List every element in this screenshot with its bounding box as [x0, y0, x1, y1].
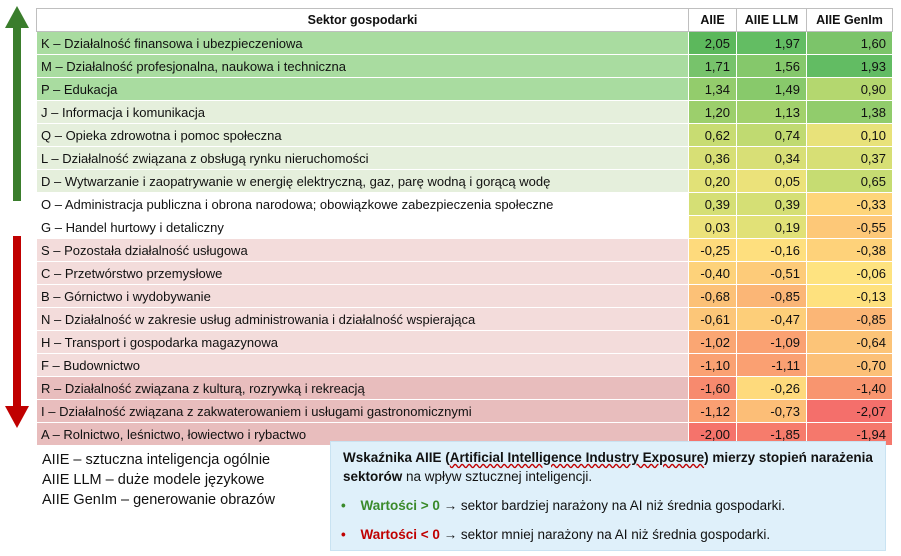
table-row	[37, 262, 893, 285]
aiie-genim-value-cell: -0,70	[807, 354, 893, 377]
table-row	[37, 124, 893, 147]
aiie-value-cell: -0,40	[689, 262, 737, 285]
table-row	[37, 377, 893, 400]
aiie-value-cell: 2,05	[689, 32, 737, 55]
aiie-value-cell: 1,34	[689, 78, 737, 101]
table-row	[37, 101, 893, 124]
aiie-llm-value-cell: -0,16	[737, 239, 807, 262]
aiie-llm-value-cell: 1,97	[737, 32, 807, 55]
aiie-llm-value-cell: 1,49	[737, 78, 807, 101]
sector-name-cell: L – Działalność związana z obsługą rynku nieruchomości	[37, 147, 689, 170]
aiie-value-cell: -1,10	[689, 354, 737, 377]
positive-text: → sektor bardziej narażony na AI niż średnia gospodarki.	[439, 498, 786, 513]
sector-name-cell: S – Pozostała działalność usługowa	[37, 239, 689, 262]
aiie-value-cell: 1,71	[689, 55, 737, 78]
aiie-value-cell: -0,25	[689, 239, 737, 262]
table-row	[37, 32, 893, 55]
positive-key: Wartości > 0	[360, 498, 440, 513]
table-row	[37, 55, 893, 78]
aiie-llm-value-cell: -0,85	[737, 285, 807, 308]
aiie-llm-value-cell: 1,13	[737, 101, 807, 124]
aiie-llm-value-cell: 0,19	[737, 216, 807, 239]
sector-name-cell: P – Edukacja	[37, 78, 689, 101]
aiie-llm-value-cell: -1,09	[737, 331, 807, 354]
aiie-genim-value-cell: -0,06	[807, 262, 893, 285]
legend-aiie: AIIE – sztuczna inteligencja ogólnie	[42, 452, 271, 468]
info-bullet-positive	[343, 496, 873, 515]
aiie-llm-value-cell: 0,39	[737, 193, 807, 216]
aiie-genim-value-cell: -0,33	[807, 193, 893, 216]
aiie-genim-value-cell: -0,64	[807, 331, 893, 354]
sector-name-cell: N – Działalność w zakresie usług administrowania i działalność wspierająca	[37, 308, 689, 331]
sector-name-cell: B – Górnictwo i wydobywanie	[37, 285, 689, 308]
info-acronym-expansion: Artificial Intelligence Industry Exposure	[449, 450, 705, 465]
table-row	[37, 193, 893, 216]
negative-key: Wartości < 0	[360, 527, 440, 542]
table-row	[37, 285, 893, 308]
sector-name-cell: K – Działalność finansowa i ubezpieczeniowa	[37, 32, 689, 55]
info-lead: Wskaźnika AIIE (	[343, 450, 450, 465]
sector-name-cell: I – Działalność związana z zakwaterowaniem i usługami gastronomicznymi	[37, 400, 689, 423]
aiie-value-cell: -1,60	[689, 377, 737, 400]
sector-exposure-table	[36, 8, 893, 446]
aiie-genim-value-cell: 1,38	[807, 101, 893, 124]
table-row	[37, 147, 893, 170]
bullet-dot-icon: •	[341, 498, 346, 513]
table-row	[37, 239, 893, 262]
header-sector: Sektor gospodarki	[37, 9, 689, 32]
aiie-info-box	[330, 441, 886, 551]
aiie-llm-value-cell: -0,47	[737, 308, 807, 331]
sector-name-cell: D – Wytwarzanie i zaopatrywanie w energię elektryczną, gaz, parę wodną i gorącą wodę	[37, 170, 689, 193]
aiie-llm-value-cell: 0,74	[737, 124, 807, 147]
aiie-genim-value-cell: 0,90	[807, 78, 893, 101]
header-aiie-genim: AIIE GenIm	[807, 9, 893, 32]
bullet-dot-icon: •	[341, 527, 346, 542]
sector-name-cell: G – Handel hurtowy i detaliczny	[37, 216, 689, 239]
aiie-value-cell: -0,68	[689, 285, 737, 308]
table-row	[37, 331, 893, 354]
sector-name-cell: F – Budownictwo	[37, 354, 689, 377]
table-row	[37, 308, 893, 331]
aiie-value-cell: 0,20	[689, 170, 737, 193]
aiie-value-cell: -0,61	[689, 308, 737, 331]
aiie-genim-value-cell: -0,38	[807, 239, 893, 262]
info-tail: na wpływ sztucznej inteligencji.	[402, 469, 593, 484]
aiie-genim-value-cell: -2,07	[807, 400, 893, 423]
header-aiie-llm: AIIE LLM	[737, 9, 807, 32]
legend-aiie-genim: AIIE GenIm – generowanie obrazów	[42, 492, 275, 508]
sector-name-cell: O – Administracja publiczna i obrona narodowa; obowiązkowe zabezpieczenia społeczne	[37, 193, 689, 216]
aiie-llm-value-cell: -0,51	[737, 262, 807, 285]
aiie-genim-value-cell: -0,13	[807, 285, 893, 308]
table-header-row	[37, 9, 893, 32]
info-bullet-negative	[343, 525, 873, 544]
aiie-llm-value-cell: -0,73	[737, 400, 807, 423]
aiie-llm-value-cell: -1,11	[737, 354, 807, 377]
aiie-genim-value-cell: -1,94	[807, 423, 893, 446]
legend-aiie-llm: AIIE LLM – duże modele językowe	[42, 472, 265, 488]
up-arrow-icon	[5, 6, 29, 201]
abbreviation-legend	[42, 450, 275, 510]
aiie-llm-value-cell: -0,26	[737, 377, 807, 400]
aiie-genim-value-cell: -0,55	[807, 216, 893, 239]
aiie-genim-value-cell: -1,40	[807, 377, 893, 400]
aiie-value-cell: 0,62	[689, 124, 737, 147]
aiie-genim-value-cell: 1,60	[807, 32, 893, 55]
sector-name-cell: C – Przetwórstwo przemysłowe	[37, 262, 689, 285]
sector-name-cell: R – Działalność związana z kulturą, rozrywką i rekreacją	[37, 377, 689, 400]
sector-name-cell: H – Transport i gospodarka magazynowa	[37, 331, 689, 354]
aiie-llm-value-cell: 0,05	[737, 170, 807, 193]
info-description	[343, 448, 873, 486]
aiie-value-cell: 0,39	[689, 193, 737, 216]
aiie-value-cell: -1,12	[689, 400, 737, 423]
aiie-value-cell: 0,03	[689, 216, 737, 239]
aiie-llm-value-cell: -1,85	[737, 423, 807, 446]
aiie-genim-value-cell: 1,93	[807, 55, 893, 78]
aiie-value-cell: -1,02	[689, 331, 737, 354]
table-row	[37, 354, 893, 377]
info-emphasis: stopień narażenia sektorów	[343, 450, 873, 484]
negative-text: → sektor mniej narażony na AI niż średnia gospodarki.	[439, 527, 771, 542]
trend-arrows	[0, 0, 36, 440]
sector-name-cell: A – Rolnictwo, leśnictwo, łowiectwo i rybactwo	[37, 423, 689, 446]
down-arrow-icon	[5, 236, 29, 428]
aiie-genim-value-cell: 0,65	[807, 170, 893, 193]
sector-name-cell: J – Informacja i komunikacja	[37, 101, 689, 124]
aiie-genim-value-cell: 0,37	[807, 147, 893, 170]
aiie-value-cell: -2,00	[689, 423, 737, 446]
table-body	[37, 32, 893, 446]
table-row	[37, 170, 893, 193]
info-close-paren: ) mierzy	[704, 450, 759, 465]
sector-name-cell: M – Działalność profesjonalna, naukowa i techniczna	[37, 55, 689, 78]
aiie-value-cell: 0,36	[689, 147, 737, 170]
aiie-value-cell: 1,20	[689, 101, 737, 124]
table-row	[37, 400, 893, 423]
table-row	[37, 78, 893, 101]
aiie-llm-value-cell: 0,34	[737, 147, 807, 170]
aiie-genim-value-cell: 0,10	[807, 124, 893, 147]
header-aiie: AIIE	[689, 9, 737, 32]
aiie-genim-value-cell: -0,85	[807, 308, 893, 331]
sector-name-cell: Q – Opieka zdrowotna i pomoc społeczna	[37, 124, 689, 147]
table-row	[37, 216, 893, 239]
aiie-llm-value-cell: 1,56	[737, 55, 807, 78]
